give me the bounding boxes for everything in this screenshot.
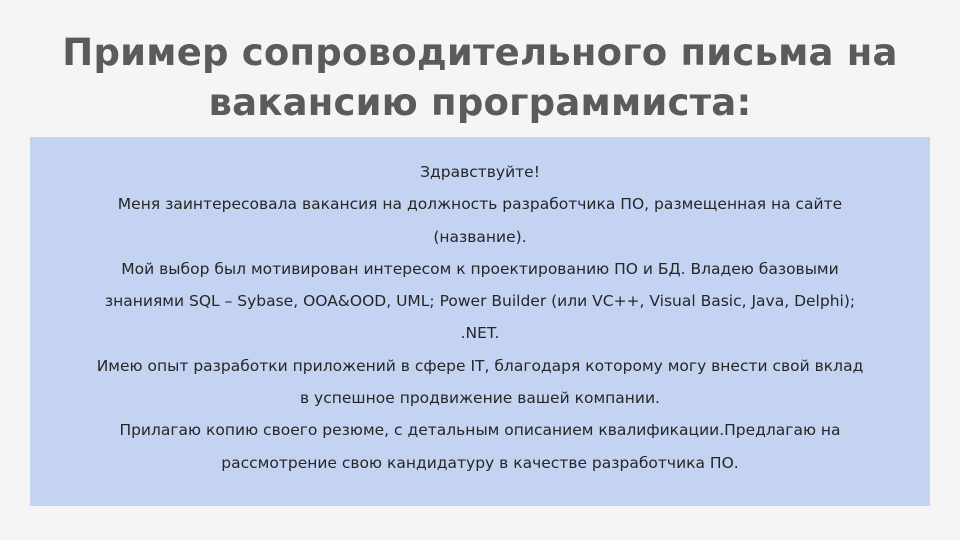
letter-line: знаниями SQL – Sybase, OOA&OOD, UML; Power Builder (или VC++, Visual Basic, Java, Delphi); xyxy=(104,292,856,311)
letter-greeting: Здравствуйте! xyxy=(420,163,540,181)
letter-line: .NET. xyxy=(460,324,500,343)
slide-title-line-2: вакансию программиста: xyxy=(208,81,752,124)
letter-line: Имею опыт разработки приложений в сфере IT, благодаря которому могу внести свой вклад xyxy=(96,356,864,375)
slide-title-line-1: Пример сопроводительного письма на xyxy=(62,31,898,74)
letter-line: в успешное продвижение вашей компании. xyxy=(300,389,660,408)
cover-letter-text xyxy=(30,156,930,479)
letter-line: Меня заинтересовала вакансия на должность разработчика ПО, размещенная на сайте xyxy=(117,195,843,214)
cover-letter-box xyxy=(30,137,930,506)
letter-line: (название). xyxy=(433,227,527,246)
slide-title xyxy=(0,28,960,128)
letter-line: Мой выбор был мотивирован интересом к проектированию ПО и БД. Владею базовыми xyxy=(121,259,839,278)
letter-line: рассмотрение свою кандидатуру в качестве разработчика ПО. xyxy=(221,453,739,472)
letter-line: Прилагаю копию своего резюме, с детальным описанием квалификации.Предлагаю на xyxy=(119,421,841,440)
